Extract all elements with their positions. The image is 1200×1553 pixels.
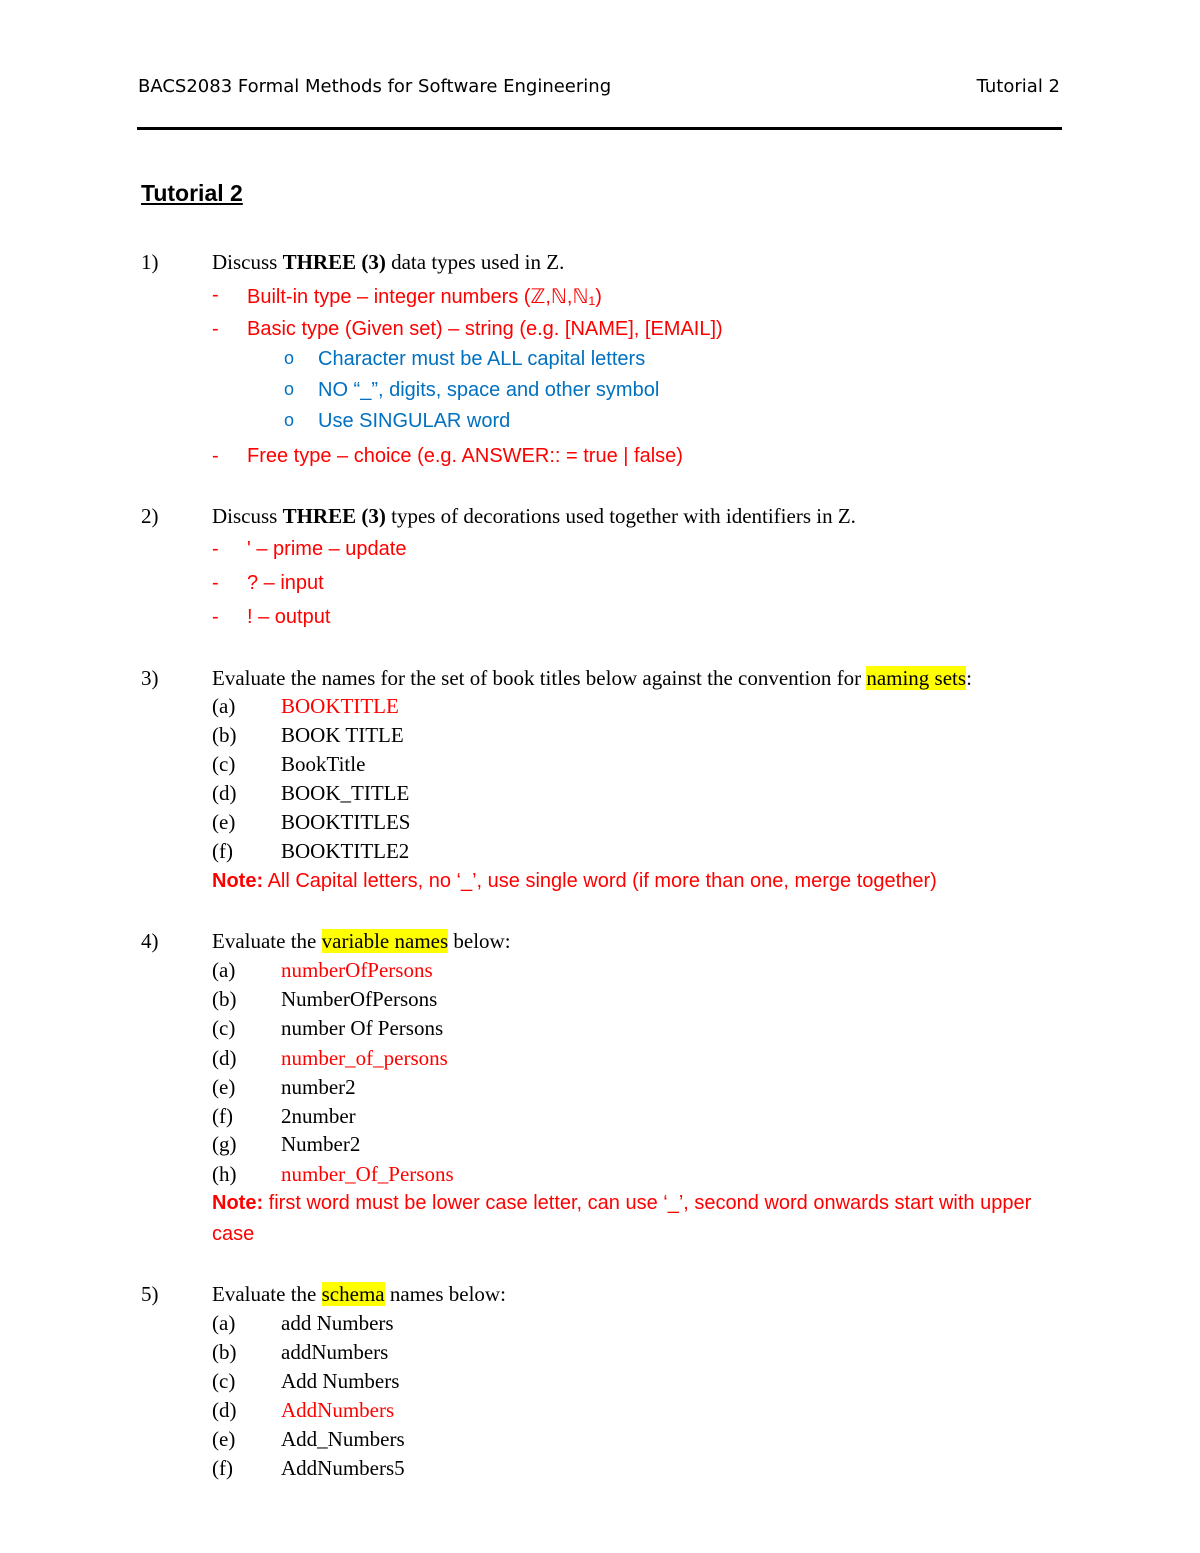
option-text: BOOKTITLE2 bbox=[281, 839, 410, 863]
option-label: (e) bbox=[212, 1075, 236, 1099]
question-text-pre: Evaluate the names for the set of book titles below against the convention for bbox=[212, 666, 867, 690]
option-text: BOOK_TITLE bbox=[281, 781, 410, 805]
sub-answer-text: Character must be ALL capital letters bbox=[318, 348, 646, 370]
answer-dash: - bbox=[212, 318, 219, 340]
header-course: BACS2083 Formal Methods for Software Engineering bbox=[138, 76, 612, 97]
option-text-correct: number_Of_Persons bbox=[281, 1162, 454, 1186]
option-text: BOOKTITLES bbox=[281, 810, 411, 834]
question-text bbox=[212, 504, 856, 529]
answer-text: Built-in type – integer numbers (ℤ,ℕ,ℕ₁) bbox=[247, 286, 602, 308]
option-text-correct: BOOKTITLE bbox=[281, 694, 399, 718]
answer-dash: - bbox=[212, 606, 219, 628]
header-tutorial: Tutorial 2 bbox=[976, 76, 1060, 97]
question-text bbox=[212, 250, 564, 275]
option-text: 2number bbox=[281, 1104, 356, 1128]
option-label: (d) bbox=[212, 781, 237, 805]
highlighted-term: naming sets bbox=[866, 666, 967, 690]
option-label: (c) bbox=[212, 752, 236, 776]
question-number: 5) bbox=[141, 1282, 159, 1306]
answer-text: Basic type (Given set) – string (e.g. [NAME], [EMAIL]) bbox=[247, 318, 723, 340]
bullet-icon: o bbox=[284, 379, 295, 399]
question-text-pre: Evaluate the bbox=[212, 1282, 322, 1306]
question-text-post: data types used in Z. bbox=[385, 250, 565, 274]
option-label: (d) bbox=[212, 1398, 237, 1422]
question-text bbox=[212, 1282, 506, 1307]
option-label: (h) bbox=[212, 1162, 237, 1186]
option-label: (a) bbox=[212, 1311, 236, 1335]
question-text-bold: THREE (3) bbox=[282, 504, 386, 528]
question-text-pre: Discuss bbox=[212, 250, 283, 274]
option-text: number Of Persons bbox=[281, 1016, 444, 1040]
header-rule bbox=[137, 127, 1062, 130]
option-text: Add_Numbers bbox=[281, 1427, 405, 1451]
answer-text: ' – prime – update bbox=[247, 538, 407, 560]
option-text-correct: number_of_persons bbox=[281, 1046, 448, 1070]
option-label: (b) bbox=[212, 987, 237, 1011]
option-text: Number2 bbox=[281, 1132, 361, 1156]
option-label: (b) bbox=[212, 1340, 237, 1364]
option-label: (f) bbox=[212, 1456, 233, 1480]
note-label: Note: bbox=[212, 1192, 264, 1214]
option-label: (a) bbox=[212, 958, 236, 982]
option-label: (b) bbox=[212, 723, 237, 747]
option-text-correct: AddNumbers bbox=[281, 1398, 395, 1422]
note bbox=[212, 1188, 1062, 1250]
note bbox=[212, 866, 1062, 897]
question-number: 3) bbox=[141, 666, 159, 690]
note-label: Note: bbox=[212, 870, 264, 892]
option-label: (c) bbox=[212, 1016, 236, 1040]
option-label: (d) bbox=[212, 1046, 237, 1070]
sub-answer-text: NO “_”, digits, space and other symbol bbox=[318, 379, 660, 401]
question-text-pre: Evaluate the bbox=[212, 929, 322, 953]
answer-text: Free type – choice (e.g. ANSWER:: = true | false) bbox=[247, 445, 683, 467]
option-text: NumberOfPersons bbox=[281, 987, 438, 1011]
option-label: (e) bbox=[212, 1427, 236, 1451]
option-text: AddNumbers5 bbox=[281, 1456, 405, 1480]
note-text: All Capital letters, no ‘_’, use single word (if more than one, merge together) bbox=[263, 870, 937, 892]
option-text: number2 bbox=[281, 1075, 356, 1099]
answer-dash: - bbox=[212, 572, 219, 594]
option-label: (c) bbox=[212, 1369, 236, 1393]
question-text-bold: THREE (3) bbox=[282, 250, 386, 274]
highlighted-term: schema bbox=[321, 1282, 385, 1306]
option-text: BOOK TITLE bbox=[281, 723, 404, 747]
note-text: first word must be lower case letter, can use ‘_’, second word onwards start with upper case bbox=[212, 1192, 1032, 1245]
question-text-post: below: bbox=[448, 929, 511, 953]
answer-text: ? – input bbox=[247, 572, 324, 594]
question-number: 4) bbox=[141, 929, 159, 953]
highlighted-term: variable names bbox=[321, 929, 449, 953]
answer-dash: - bbox=[212, 284, 219, 306]
question-text-post: names below: bbox=[384, 1282, 506, 1306]
option-text: BookTitle bbox=[281, 752, 366, 776]
bullet-icon: o bbox=[284, 410, 295, 430]
page-title: Tutorial 2 bbox=[141, 180, 243, 206]
option-text: addNumbers bbox=[281, 1340, 389, 1364]
option-label: (e) bbox=[212, 810, 236, 834]
option-text: Add Numbers bbox=[281, 1369, 400, 1393]
answer-text: ! – output bbox=[247, 606, 331, 628]
question-number: 2) bbox=[141, 504, 159, 528]
option-text: add Numbers bbox=[281, 1311, 394, 1335]
bullet-icon: o bbox=[284, 348, 295, 368]
option-label: (f) bbox=[212, 1104, 233, 1128]
question-text bbox=[212, 666, 972, 691]
option-label: (f) bbox=[212, 839, 233, 863]
sub-answer-text: Use SINGULAR word bbox=[318, 410, 511, 432]
question-number: 1) bbox=[141, 250, 159, 274]
option-text-correct: numberOfPersons bbox=[281, 958, 433, 982]
question-text bbox=[212, 929, 511, 954]
option-label: (a) bbox=[212, 694, 236, 718]
question-text-pre: Discuss bbox=[212, 504, 283, 528]
question-text-post: : bbox=[966, 666, 972, 690]
question-text-post: types of decorations used together with identifiers in Z. bbox=[385, 504, 856, 528]
answer-dash: - bbox=[212, 538, 219, 560]
answer-dash: - bbox=[212, 445, 219, 467]
option-label: (g) bbox=[212, 1132, 237, 1156]
